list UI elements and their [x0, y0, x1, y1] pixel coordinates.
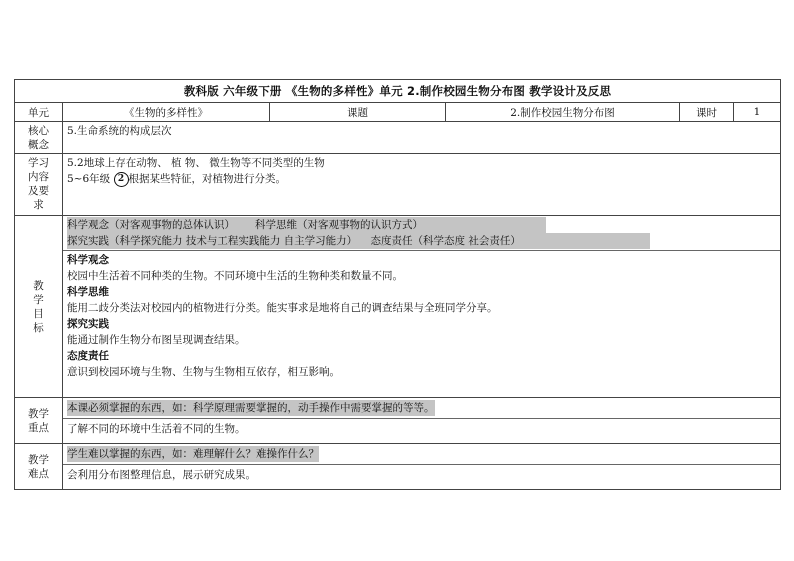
learning-content-cell — [63, 154, 781, 216]
learning-content-line2: 5~6年级 2 根据某些特征，对植物进行分类。 — [67, 173, 286, 185]
learning-content-line1: 5.2地球上存在动物、 植 物、 微生物等不同类型的生物 — [67, 157, 325, 169]
document-title: 教科版 六年级下册 《生物的多样性》单元 2.制作校园生物分布图 教学设计及反思 — [15, 80, 781, 103]
difficulties-row — [15, 444, 781, 490]
topic-label: 课题 — [270, 103, 446, 122]
unit-label: 单元 — [15, 103, 63, 122]
difficulties-cell — [63, 444, 781, 490]
goal-text-concept: 校园中生活着不同种类的生物。不同环境中生活的生物种类和数量不同。 — [67, 270, 403, 282]
learning-content-label: 学习内容及要求 — [15, 154, 63, 216]
key-points-cell — [63, 398, 781, 444]
goal-text-thinking: 能用二歧分类法对校园内的植物进行分类。能实事求是地将自己的调查结果与全班同学分享。 — [67, 302, 498, 314]
goals-hint-line2: 探究实践（科学探究能力 技术与工程实践能力 自主学习能力） 态度责任（科学态度 社会责任） — [67, 233, 776, 249]
lesson-plan-table — [14, 79, 781, 490]
difficulties-label: 教学难点 — [15, 444, 63, 490]
header-row — [15, 103, 781, 122]
teaching-goals-label: 教学目标 — [15, 216, 63, 398]
topic-value: 2.制作校园生物分布图 — [446, 103, 680, 122]
goal-heading-attitude: 态度责任 — [67, 350, 109, 362]
teaching-goals-row — [15, 216, 781, 398]
circled-number: 2 — [114, 172, 129, 187]
core-concept-row — [15, 122, 781, 154]
goal-heading-thinking: 科学思维 — [67, 286, 109, 298]
difficulties-value: 会利用分布图整理信息，展示研究成果。 — [63, 464, 780, 485]
core-concept-label: 核心概念 — [15, 122, 63, 154]
unit-value: 《生物的多样性》 — [63, 103, 270, 122]
lesson-plan-document — [14, 79, 780, 490]
goal-text-practice: 能通过制作生物分布图呈现调查结果。 — [67, 334, 246, 346]
goals-hint-line1: 科学观念（对客观事物的总体认识） 科学思维（对客观事物的认识方式） — [67, 217, 776, 233]
key-points-hint: 本课必须掌握的东西，如：科学原理需要掌握的，动手操作中需要掌握的等等。 — [67, 402, 435, 414]
key-points-label: 教学重点 — [15, 398, 63, 444]
core-concept-value: 5.生命系统的构成层次 — [63, 122, 781, 154]
period-value: 1 — [734, 103, 781, 122]
goal-text-attitude: 意识到校园环境与生物、生物与生物相互依存，相互影响。 — [67, 366, 340, 378]
learning-content-row — [15, 154, 781, 216]
key-points-value: 了解不同的环境中生活着不同的生物。 — [63, 418, 780, 439]
teaching-goals-cell — [63, 216, 781, 398]
key-points-row — [15, 398, 781, 444]
goal-heading-practice: 探究实践 — [67, 318, 109, 330]
period-label: 课时 — [680, 103, 734, 122]
goal-heading-concept: 科学观念 — [67, 254, 109, 266]
difficulties-hint: 学生难以掌握的东西，如：难理解什么？难操作什么？ — [67, 448, 319, 460]
